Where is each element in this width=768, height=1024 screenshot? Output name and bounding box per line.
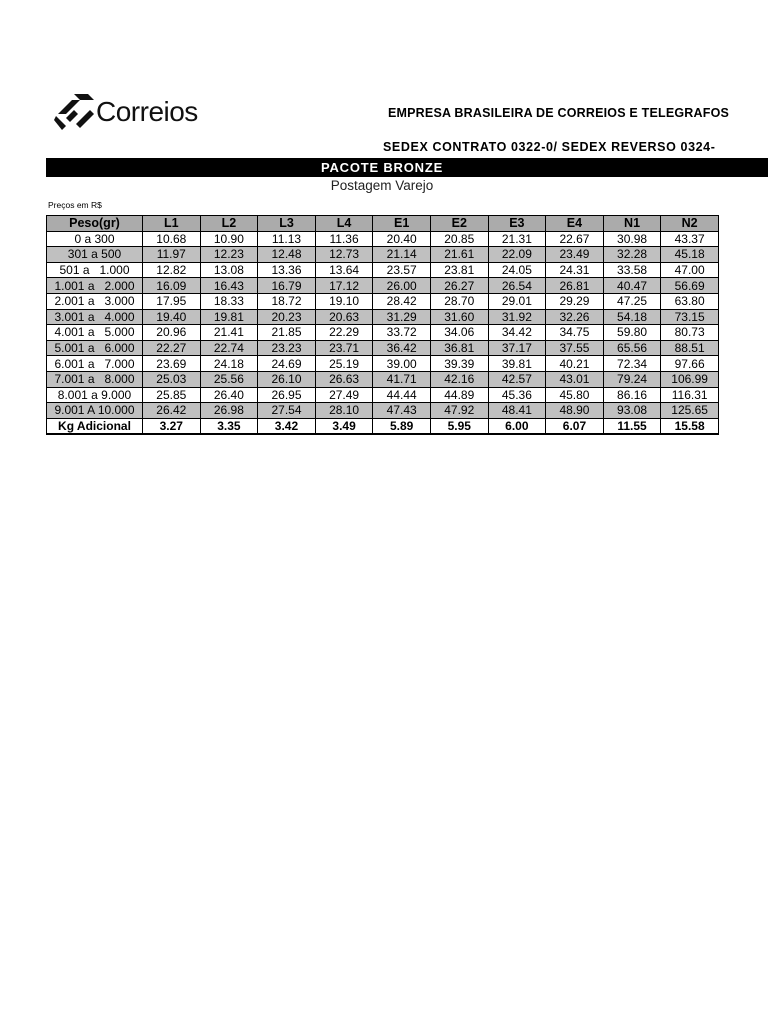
table-cell: 21.14 <box>373 247 431 263</box>
table-cell: 47.92 <box>430 403 488 419</box>
table-cell: 116.31 <box>661 387 719 403</box>
table-cell: 11.55 <box>603 418 661 434</box>
additional-kg-row <box>47 418 719 434</box>
table-cell: 36.81 <box>430 340 488 356</box>
table-cell: 26.27 <box>430 278 488 294</box>
table-cell: 11.97 <box>143 247 201 263</box>
table-cell: 63.80 <box>661 293 719 309</box>
table-cell: 7.001 a 8.000 <box>47 371 143 387</box>
table-cell: 47.00 <box>661 262 719 278</box>
column-header: E4 <box>546 216 604 232</box>
table-cell: 12.23 <box>200 247 258 263</box>
table-cell: 2.001 a 3.000 <box>47 293 143 309</box>
table-cell: 0 a 300 <box>47 231 143 247</box>
table-cell: 93.08 <box>603 403 661 419</box>
table-cell: 26.54 <box>488 278 546 294</box>
table-cell: 28.10 <box>315 403 373 419</box>
table-cell: 43.01 <box>546 371 604 387</box>
table-row <box>47 325 719 341</box>
brand-name: Correios <box>96 96 198 127</box>
table-cell: 42.16 <box>430 371 488 387</box>
table-cell: 20.23 <box>258 309 316 325</box>
table-cell: 30.98 <box>603 231 661 247</box>
table-cell: 9.001 A 10.000 <box>47 403 143 419</box>
table-cell: 17.95 <box>143 293 201 309</box>
table-cell: 88.51 <box>661 340 719 356</box>
table-cell: 72.34 <box>603 356 661 372</box>
table-cell: 25.19 <box>315 356 373 372</box>
table-row <box>47 247 719 263</box>
table-cell: 27.54 <box>258 403 316 419</box>
table-cell: 21.85 <box>258 325 316 341</box>
table-cell: 4.001 a 5.000 <box>47 325 143 341</box>
table-row <box>47 356 719 372</box>
table-cell: 25.85 <box>143 387 201 403</box>
table-cell: 501 a 1.000 <box>47 262 143 278</box>
table-cell: 8.001 a 9.000 <box>47 387 143 403</box>
table-cell: 22.27 <box>143 340 201 356</box>
table-cell: 79.24 <box>603 371 661 387</box>
table-cell: 24.31 <box>546 262 604 278</box>
table-cell: 19.10 <box>315 293 373 309</box>
correios-logo <box>54 90 204 134</box>
table-cell: 47.25 <box>603 293 661 309</box>
table-cell: Kg Adicional <box>47 418 143 434</box>
table-cell: 31.29 <box>373 309 431 325</box>
column-header: E2 <box>430 216 488 232</box>
table-cell: 31.60 <box>430 309 488 325</box>
table-cell: 3.35 <box>200 418 258 434</box>
table-cell: 26.63 <box>315 371 373 387</box>
table-cell: 21.61 <box>430 247 488 263</box>
table-cell: 125.65 <box>661 403 719 419</box>
table-cell: 3.42 <box>258 418 316 434</box>
table-cell: 45.36 <box>488 387 546 403</box>
column-header: N2 <box>661 216 719 232</box>
table-cell: 12.82 <box>143 262 201 278</box>
table-cell: 54.18 <box>603 309 661 325</box>
contract-title: SEDEX CONTRATO 0322-0/ SEDEX REVERSO 0324- <box>383 140 716 154</box>
table-cell: 39.81 <box>488 356 546 372</box>
table-cell: 15.58 <box>661 418 719 434</box>
table-cell: 23.49 <box>546 247 604 263</box>
table-cell: 97.66 <box>661 356 719 372</box>
table-cell: 59.80 <box>603 325 661 341</box>
table-cell: 48.41 <box>488 403 546 419</box>
table-cell: 18.72 <box>258 293 316 309</box>
table-cell: 44.89 <box>430 387 488 403</box>
table-cell: 39.39 <box>430 356 488 372</box>
table-cell: 34.75 <box>546 325 604 341</box>
table-row <box>47 278 719 294</box>
table-cell: 13.64 <box>315 262 373 278</box>
table-cell: 32.28 <box>603 247 661 263</box>
table-cell: 29.29 <box>546 293 604 309</box>
table-cell: 34.42 <box>488 325 546 341</box>
table-cell: 20.96 <box>143 325 201 341</box>
table-body <box>47 231 719 418</box>
company-name: EMPRESA BRASILEIRA DE CORREIOS E TELEGRAFOS <box>388 106 730 120</box>
table-cell: 25.56 <box>200 371 258 387</box>
table-cell: 13.08 <box>200 262 258 278</box>
table-cell: 44.44 <box>373 387 431 403</box>
column-header: E1 <box>373 216 431 232</box>
table-cell: 23.57 <box>373 262 431 278</box>
table-row <box>47 403 719 419</box>
table-cell: 16.43 <box>200 278 258 294</box>
table-cell: 45.80 <box>546 387 604 403</box>
table-cell: 42.57 <box>488 371 546 387</box>
table-cell: 16.09 <box>143 278 201 294</box>
table-cell: 12.48 <box>258 247 316 263</box>
table-cell: 40.21 <box>546 356 604 372</box>
table-cell: 32.26 <box>546 309 604 325</box>
table-cell: 301 a 500 <box>47 247 143 263</box>
rates-table <box>46 215 719 435</box>
column-header: N1 <box>603 216 661 232</box>
column-header: L4 <box>315 216 373 232</box>
table-cell: 26.95 <box>258 387 316 403</box>
column-header: L2 <box>200 216 258 232</box>
table-cell: 65.56 <box>603 340 661 356</box>
table-cell: 12.73 <box>315 247 373 263</box>
table-cell: 10.68 <box>143 231 201 247</box>
table-cell: 21.31 <box>488 231 546 247</box>
table-cell: 3.49 <box>315 418 373 434</box>
table-row <box>47 340 719 356</box>
table-cell: 23.71 <box>315 340 373 356</box>
table-cell: 26.42 <box>143 403 201 419</box>
table-cell: 17.12 <box>315 278 373 294</box>
table-row <box>47 293 719 309</box>
table-cell: 20.63 <box>315 309 373 325</box>
table-cell: 22.67 <box>546 231 604 247</box>
table-cell: 16.79 <box>258 278 316 294</box>
table-row <box>47 387 719 403</box>
table-cell: 37.17 <box>488 340 546 356</box>
table-cell: 5.95 <box>430 418 488 434</box>
table-cell: 20.40 <box>373 231 431 247</box>
table-cell: 5.89 <box>373 418 431 434</box>
column-header: E3 <box>488 216 546 232</box>
table-cell: 19.81 <box>200 309 258 325</box>
table-cell: 27.49 <box>315 387 373 403</box>
table-cell: 6.001 a 7.000 <box>47 356 143 372</box>
table-cell: 33.72 <box>373 325 431 341</box>
table-cell: 1.001 a 2.000 <box>47 278 143 294</box>
table-cell: 13.36 <box>258 262 316 278</box>
table-cell: 45.18 <box>661 247 719 263</box>
table-cell: 22.09 <box>488 247 546 263</box>
table-cell: 48.90 <box>546 403 604 419</box>
table-cell: 6.00 <box>488 418 546 434</box>
package-banner: PACOTE BRONZE <box>46 158 768 177</box>
table-cell: 19.40 <box>143 309 201 325</box>
table-cell: 36.42 <box>373 340 431 356</box>
table-cell: 11.13 <box>258 231 316 247</box>
table-cell: 25.03 <box>143 371 201 387</box>
table-row <box>47 371 719 387</box>
table-cell: 26.00 <box>373 278 431 294</box>
column-header: L3 <box>258 216 316 232</box>
table-cell: 3.27 <box>143 418 201 434</box>
table-cell: 21.41 <box>200 325 258 341</box>
table-cell: 3.001 a 4.000 <box>47 309 143 325</box>
table-cell: 26.40 <box>200 387 258 403</box>
table-cell: 40.47 <box>603 278 661 294</box>
currency-note: Preços em R$ <box>48 200 102 210</box>
table-cell: 43.37 <box>661 231 719 247</box>
table-row <box>47 262 719 278</box>
table-cell: 24.69 <box>258 356 316 372</box>
table-cell: 22.74 <box>200 340 258 356</box>
table-cell: 28.70 <box>430 293 488 309</box>
table-cell: 34.06 <box>430 325 488 341</box>
table-cell: 23.23 <box>258 340 316 356</box>
table-cell: 26.81 <box>546 278 604 294</box>
table-cell: 41.71 <box>373 371 431 387</box>
table-cell: 33.58 <box>603 262 661 278</box>
posting-type: Postagem Varejo <box>330 178 434 193</box>
table-cell: 10.90 <box>200 231 258 247</box>
table-row <box>47 309 719 325</box>
table-cell: 80.73 <box>661 325 719 341</box>
table-cell: 24.18 <box>200 356 258 372</box>
table-cell: 56.69 <box>661 278 719 294</box>
table-cell: 106.99 <box>661 371 719 387</box>
table-cell: 26.10 <box>258 371 316 387</box>
table-cell: 6.07 <box>546 418 604 434</box>
table-cell: 73.15 <box>661 309 719 325</box>
table-cell: 47.43 <box>373 403 431 419</box>
table-cell: 24.05 <box>488 262 546 278</box>
table-cell: 37.55 <box>546 340 604 356</box>
table-cell: 23.81 <box>430 262 488 278</box>
column-header: Peso(gr) <box>47 216 143 232</box>
table-cell: 20.85 <box>430 231 488 247</box>
table-row <box>47 231 719 247</box>
table-cell: 28.42 <box>373 293 431 309</box>
table-cell: 18.33 <box>200 293 258 309</box>
table-cell: 29.01 <box>488 293 546 309</box>
table-cell: 31.92 <box>488 309 546 325</box>
table-cell: 11.36 <box>315 231 373 247</box>
table-cell: 26.98 <box>200 403 258 419</box>
table-cell: 86.16 <box>603 387 661 403</box>
table-header-row <box>47 216 719 232</box>
table-cell: 22.29 <box>315 325 373 341</box>
table-cell: 5.001 a 6.000 <box>47 340 143 356</box>
column-header: L1 <box>143 216 201 232</box>
table-cell: 23.69 <box>143 356 201 372</box>
table-cell: 39.00 <box>373 356 431 372</box>
correios-logo-icon <box>54 90 96 134</box>
